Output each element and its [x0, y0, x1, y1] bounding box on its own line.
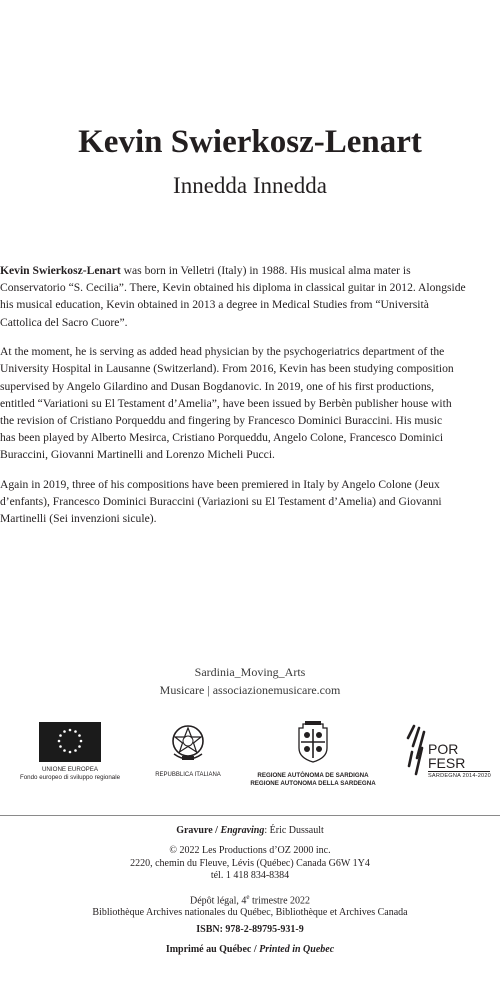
- eu-stars-icon: [39, 722, 101, 762]
- work-title: Innedda Innedda: [173, 173, 327, 198]
- sardinia-caption-ita: REGIONE AUTONOMA DELLA SARDEGNA: [250, 780, 376, 787]
- eu-caption-line2: Fondo europeo di sviluppo regionale: [19, 773, 121, 781]
- isbn: ISBN: 978-2-89795-931-9: [196, 923, 304, 935]
- bio-line: his musical education, Kevin obtained in 2013 a degree in Medical Studies from “Università: [0, 298, 429, 312]
- publisher-address: 2220, chemin du Fleuve, Lévis (Québec) Canada G6W 1Y4: [130, 857, 370, 869]
- bio-line: d’enfants), Francesco Dominici Buraccini (Variazioni su El Testament d’Amelia) and Giovanni: [0, 495, 442, 509]
- colophon: [0, 825, 500, 957]
- por-fesr-text-block: [428, 742, 496, 780]
- bio-line: supervised by Angelo Gilardino and Dusan Bogdanovic. In 2019, one of his first productions,: [0, 379, 435, 393]
- eu-caption-line1: UNIONE EUROPEA: [41, 766, 99, 773]
- legal-deposit-suffix: trimestre 2022: [249, 894, 311, 906]
- legal-deposit-prefix: Dépôt légal, 4: [189, 894, 247, 906]
- bio-line: [0, 262, 500, 279]
- bio-paragraph-1: [0, 262, 500, 331]
- bio-line: has been played by Alberto Mesirca, Cristiano Porqueddu, Angelo Colone, Francesco Dominici: [0, 431, 444, 445]
- por-fesr-title: POR FESR: [428, 741, 466, 771]
- bio-name-bold: Kevin Swierkosz-Lenart: [0, 264, 121, 277]
- engraving-label-fr: Gravure /: [176, 825, 221, 836]
- printed-in-fr: Imprimé au Québec /: [165, 944, 260, 956]
- composer-name: Kevin Swierkosz-Lenart: [78, 124, 422, 160]
- bio-line: Conservatorio “S. Cecilia”. There, Kevin obtained his diploma in classical guitar in 2012. Alongside: [0, 281, 466, 295]
- copyright-line: © 2022 Les Productions d’OZ 2000 inc.: [169, 845, 331, 857]
- colophon-divider: [0, 815, 500, 816]
- legal-deposit: [0, 891, 500, 908]
- bio-line: At the moment, he is serving as added head physician by the psychogeriatrics department of the: [0, 345, 445, 359]
- bio-line: Martinelli (Sei invenzioni sicule).: [0, 512, 157, 526]
- engraving-credit: [0, 825, 500, 837]
- italian-republic-caption: REPUBBLICA ITALIANA: [155, 772, 221, 778]
- publisher-phone: tél. 1 418 834-8384: [210, 870, 290, 882]
- legal-deposit-sup: e: [246, 892, 250, 901]
- sponsor-project-name: Sardinia_Moving_Arts: [194, 665, 306, 679]
- bio-paragraph-2: [0, 343, 500, 463]
- engraving-label-en: Engraving: [220, 825, 265, 836]
- bio-line: the revision of Cristiano Porqueddu and fingering by Francesco Dominici Buraccini. His music: [0, 414, 443, 428]
- bio-line: Again in 2019, three of his compositions have been premiered in Italy by Angelo Colone (Jeux: [0, 478, 440, 492]
- sardinia-caption-sard: REGIONE AUTÒNOMA DE SARDIGNA: [257, 772, 369, 779]
- por-fesr-subtitle: SARDEGNA 2014-2020: [428, 773, 491, 779]
- eu-logo: [14, 722, 126, 781]
- bio-line: University Hospital in Lausanne (Switzerland). From 2016, Kevin has been studying composition: [0, 362, 454, 376]
- printed-in: [0, 944, 500, 956]
- composer-biography: [0, 262, 500, 540]
- por-fesr-stripes-icon: [404, 722, 428, 778]
- italian-republic-logo: [142, 720, 234, 778]
- bio-line-text: was born in Velletri (Italy) in 1988. His musical alma mater is: [120, 264, 411, 277]
- bio-line: entitled “Variationi su El Testament d’Amelia”, have been issued by Berbèn publisher house with: [0, 396, 452, 410]
- engraver-name: : Éric Dussault: [264, 825, 324, 836]
- sponsor-association: Musicare | associazionemusicare.com: [159, 683, 341, 697]
- eu-flag-icon: [39, 722, 101, 762]
- bio-paragraph-3: [0, 476, 500, 528]
- sponsor-credits: [0, 663, 500, 699]
- printed-in-en: Printed in Quebec: [259, 944, 335, 956]
- sardinia-region-logo: [246, 720, 380, 788]
- bio-line: Cattolica del Sacro Cuore”.: [0, 315, 128, 329]
- sardinia-shield-icon: [293, 720, 333, 764]
- library-archives: Bibliothèque Archives nationales du Québec, Bibliothèque et Archives Canada: [92, 907, 408, 919]
- bio-line: Buraccini, Giovanni Martinelli and Lorenzo Micheli Pucci.: [0, 448, 275, 462]
- por-fesr-rule: [428, 771, 490, 772]
- italian-emblem-icon: [168, 720, 208, 764]
